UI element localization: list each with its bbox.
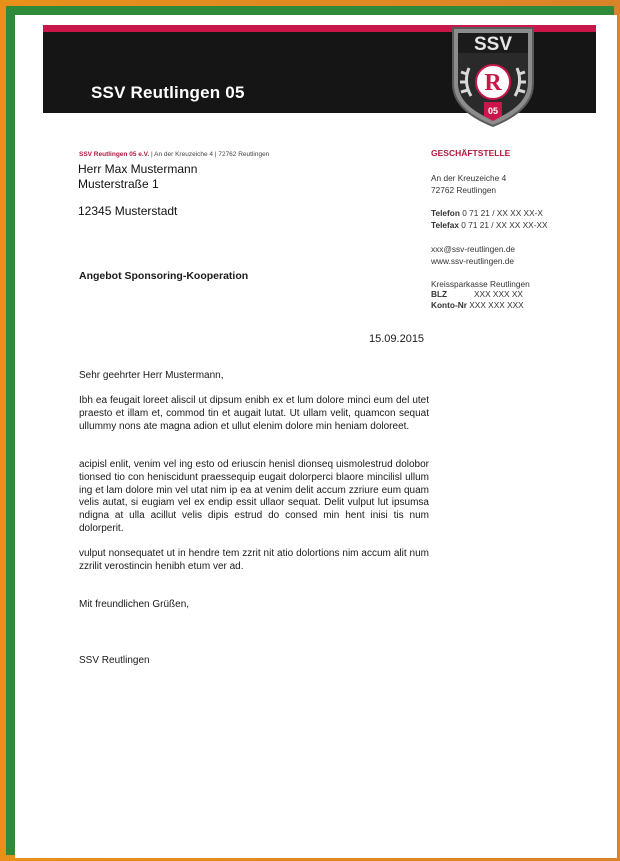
sidebar-email[interactable]: xxx@ssv-reutlingen.de [431, 244, 516, 254]
inner-frame [6, 6, 614, 855]
sender-address: | An der Kreuzeiche 4 | 72762 Reutlingen [149, 151, 270, 158]
sidebar-website[interactable]: www.ssv-reutlingen.de [431, 256, 515, 266]
club-name: SSV Reutlingen 05 [91, 83, 245, 102]
crest-year: 05 [487, 106, 499, 116]
sidebar-city: 72762 Reutlingen [431, 185, 497, 195]
fax-label: Telefax [431, 220, 459, 230]
closing: Mit freundlichen Grüßen, [79, 599, 190, 610]
sidebar-heading: GESCHÄFTSTELLE [431, 148, 511, 158]
sidebar-phone [431, 208, 543, 218]
crest-text: SSV [473, 34, 513, 55]
signature: SSV Reutlingen [79, 655, 150, 666]
blz-value: XXX XXX XX [474, 289, 523, 299]
body-paragraph: Ibh ea feugait loreet aliscil ut dipsum enibh ex et lum dolore minci eum del utet praesto et illam et, commod tin et augait lutat. Ut ullam velit, quamcon sequat ullummy nons ate magna adion et ullut elenim dolore min heniam doloreet. [79, 395, 429, 432]
sidebar-fax [431, 220, 548, 230]
recipient-street: Musterstraße 1 [78, 177, 159, 191]
sender-org: SSV Reutlingen 05 e.V. [79, 151, 150, 158]
sidebar-blz [431, 289, 523, 299]
konto-value: XXX XXX XXX [469, 300, 524, 310]
body-paragraph: vulput nonsequatet ut in hendre tem zzrit nit atio dolortions nim accum alit num zzrilit verostincin henibh etum ver ad. [79, 548, 429, 572]
sidebar-street: An der Kreuzeiche 4 [431, 173, 507, 183]
phone-label: Telefon [431, 208, 460, 218]
konto-label: Konto-Nr [431, 300, 467, 310]
recipient-city: 12345 Musterstadt [78, 204, 178, 218]
recipient-name: Herr Max Mustermann [78, 162, 198, 176]
sidebar-bank: Kreissparkasse Reutlingen [431, 279, 530, 289]
sender-return-address [79, 151, 269, 158]
body-paragraph: acipisl enlit, venim vel ing esto od eriuscin henisl dionseq uismolestrud dolobor tionsed tio con heniscidunt praessequip eugait dolorperci blaore mincilisl ullum ing et lam dolore min vel utat nim ip ea at venim delit accum zzriure eum quam velis autat, si eugiam vel ex endip essit ullaor sequat. Delit vulput lut ipsumsa ndigna at ulla acillut velis dipis estrud do consed min hent inisi tis num dolorperit. [79, 459, 429, 534]
letter-subject: Angebot Sponsoring-Kooperation [79, 270, 249, 282]
letter-date: 15.09.2015 [369, 333, 425, 345]
club-crest-logo [447, 24, 539, 128]
sidebar-konto [431, 300, 524, 310]
fax-value: 0 71 21 / XX XX XX-XX [461, 220, 548, 230]
salutation: Sehr geehrter Herr Mustermann, [79, 370, 224, 381]
letter-page [15, 15, 617, 858]
phone-value: 0 71 21 / XX XX XX-X [462, 208, 543, 218]
crest-letter: R [484, 70, 502, 96]
blz-label: BLZ [431, 289, 448, 299]
